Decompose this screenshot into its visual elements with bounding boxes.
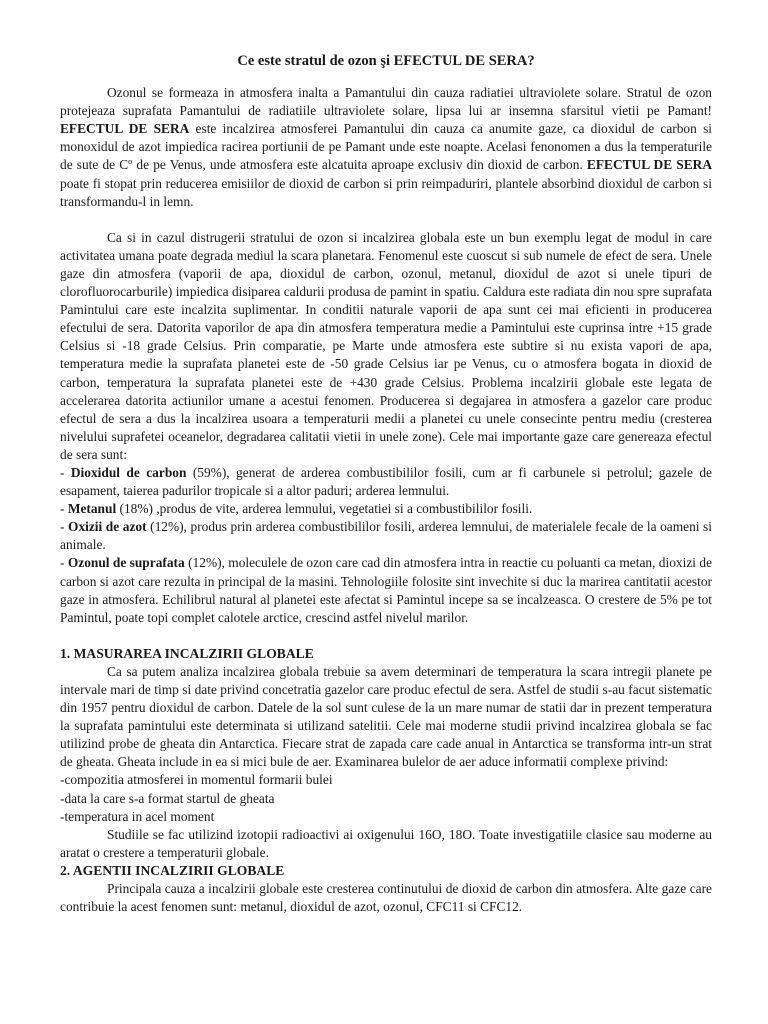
gas-item-methane: - Metanul (18%) ,produs de vite, arderea lemnului, vegetatiei si a combustibililor fosili. — [60, 501, 533, 517]
document-page — [60, 52, 712, 916]
section-1-heading: 1. MASURAREA INCALZIRII GLOBALE — [60, 645, 314, 661]
intro-paragraph — [60, 84, 712, 211]
gas-name: Oxizii de azot — [68, 519, 147, 535]
gas-name: Dioxidul de carbon — [70, 464, 187, 480]
gas-name: Ozonul de suprafata — [67, 555, 185, 571]
intro-text-2: este incalzirea atmosferei Pamantului din cauza ca anumite gaze, ca dioxidul de carbon si monoxidul de azot impiedica racirea portiunii de pe Pamant unde este noapte. Acelasi fenonomen a dus la temperaturile de sute de Cº de pe Venus, unde atmosfera este alcatuita aproape exclusiv din dioxid de carbon. — [60, 121, 712, 173]
intro-bold-1: EFECTUL DE SERA — [60, 121, 190, 137]
section-2-paragraph: Principala cauza a incalzirii globale este cresterea continutului de dioxid de carbon din atmosfera. Alte gaze care contribuie la acest fenomen sunt: metanul, dioxidul de azot, ozonul, CFC11 si CFC12. — [60, 881, 712, 915]
page-title: Ce este stratul de ozon şi EFECTUL DE SERA? — [237, 53, 535, 69]
list-item: -temperatura in acel moment — [60, 808, 215, 824]
intro-bold-2: EFECTUL DE SERA — [586, 157, 712, 173]
list-item: -compozitia atmosferei in momentul formarii bulei — [60, 772, 333, 788]
section-1-paragraph-2: Studiile se fac utilizind izotopii radioactivi ai oxigenului 16O, 18O. Toate investigatiile clasice sau moderne au aratat o crestere a temperaturii globale. — [60, 826, 712, 860]
gas-item-co2: - Dioxidul de carbon (59%), generat de arderea combustibililor fosili, cum ar fi carbunele si petrolul; gazele de esapament, taierea padurilor tropicale si a altor paduri; arderea lemnului. — [60, 464, 712, 499]
gas-item-surface-ozone: - Ozonul de suprafata (12%), moleculele de ozon care cad din atmosfera intra in reactie cu poluanti ca metan, dioxizi de carbon si azot care rezulta in principal de la masini. Tehnologiile folosite sint invechite si duc la marirea cantitatii acestor gaze in atmosfera. Echilibrul natural al planetei este afectat si Pamintul incepe sa se incalzeasca. O crestere de 5% pe tot Pamintul, poate topi complet calotele arctice, crescind astfel nivelul marilor. — [60, 555, 713, 625]
intro-text-3: poate fi stopat prin reducerea emisiilor de dioxid de carbon si prin reimpaduriri, plantele absorbind dioxidul de carbon si transformandu-l in lemn. — [60, 175, 712, 209]
gas-item-nitrogen-oxides: - Oxizii de azot (12%), produs prin arderea combustibililor fosili, arderea lemnului, de materialele fecale de la oameni si animale. — [60, 519, 712, 553]
section-2-heading: 2. AGENTII INCALZIRII GLOBALE — [60, 862, 285, 878]
intro-text-1: Ozonul se formeaza in atmosfera inalta a Pamantului din cauza radiatiei ultraviolete solare. Stratul de ozon protejeaza suprafata Pamantului de radiatiile ultraviolete solare, lipsa lui ar insemna sfarsitul vietii pe Pamant! — [60, 85, 712, 119]
section-1-paragraph: Ca sa putem analiza incalzirea globala trebuie sa avem determinari de temperatura la scara intregii planete pe intervale mari de timp si date privind concetratia gazelor care produc efectul de sera. Astfel de studii s-au facut sistematic din 1957 pentru dioxidul de carbon. Datele de la sol sunt culese de la un mare numar de statii dar in prezent temperatura la suprafata pamintului este determinata si utilizand satelitii. Cele mai moderne studii privind incalzirea globala se fac utilizind probe de gheata din Antarctica. Fiecare strat de zapada care cade anual in Antarctica se transforma intr-un strat de gheata. Gheata include in ea si mici bule de aer. Examinarea bulelor de aer aduce informatii complexe privind: — [60, 663, 712, 770]
list-item: -data la care s-a format startul de gheata — [60, 790, 275, 806]
global-warming-paragraph: Ca si in cazul distrugerii stratului de ozon si incalzirea globala este un bun exemplu legat de modul in care activitatea umana poate degrada mediul la scara planetara. Fenomenul este cuoscut si sub numele de efect de sera. Unele gaze din atmosfera (vaporii de apa, dioxidul de carbon, ozonul, metanul, dioxidul de azot si unele tipuri de clorofluorocarburile) impiedica disiparea caldurii produsa de pamint in spatiu. Caldura este radiata din nou spre suprafata Pamintului care este incalzita suplimentar. In conditii naturale vaporii de apa sunt cei mai eficienti in producerea efectului de sera. Datorita vaporilor de apa din atmosfera temperatura medie a Pamintului este cuprinsa intre +15 grade Celsius si -18 grade Celsius. Prin comparatie, pe Marte unde atmosfera este subtire si nu exista vapori de apa, temperatura medie la suprafata planetei este de -50 grade Celsius iar pe Venus, cu o atmosfera bogata in dioxid de carbon, temperatura la suprafata planetei este de +430 grade Celsius. Problema incalzirii globale este legata de accelerarea datorita actiunilor umane a acestui fenomen. Producerea si degajarea in atmosfera a gazelor care produc efectul de sera a dus la incalzirea usoara a temperaturii medii a planetei cu unele consecinte pentru mediu (cresterea nivelului suprafetei oceanelor, degradarea calitatii vietii in unele zone). Cele mai importante gaze care genereaza efectul de sera sunt: — [60, 229, 712, 462]
gas-name: Metanul — [67, 501, 117, 517]
